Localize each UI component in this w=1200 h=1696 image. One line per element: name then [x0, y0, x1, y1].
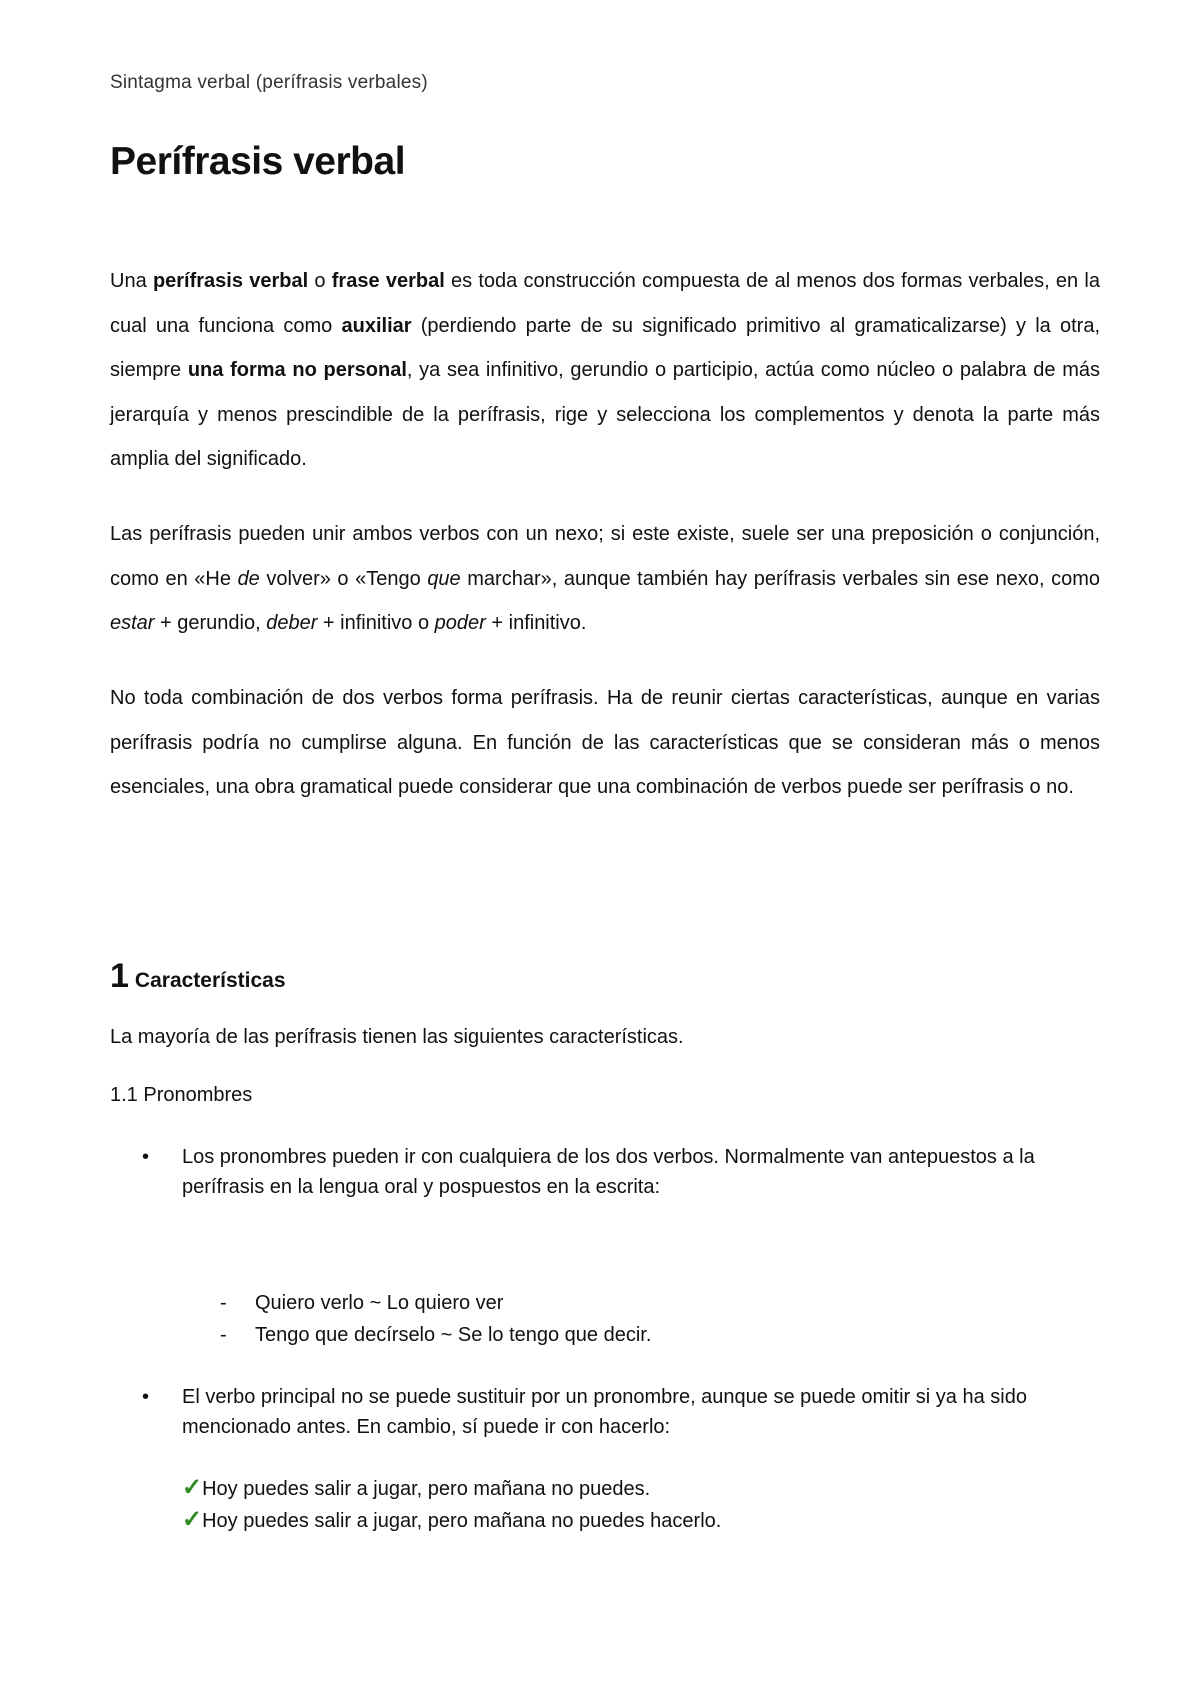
section-intro: La mayoría de las perífrasis tienen las siguientes características. [110, 1026, 684, 1048]
text-run: Una [110, 270, 153, 292]
italic-term: estar [110, 612, 155, 634]
dash-icon: - [220, 1292, 227, 1314]
italic-term: de [237, 567, 260, 590]
bullet-dot-icon: • [142, 1386, 150, 1408]
text-run: marchar», aunque también hay perífrasis verbales sin ese nexo, como [460, 567, 1101, 590]
text-run: , ya sea infinitivo, gerundio o participio, actúa como núcleo o palabra de más jerarquía y menos prescindible de la perífrasis, rige y selecciona los complementos y denota la parte más amplia del significado. [110, 359, 1100, 470]
bold-term: auxiliar [341, 314, 412, 337]
text-run: Las perífrasis pueden unir ambos verbos con un nexo; si este existe, suele ser una preposición o conjunción, como en «He [110, 523, 1100, 590]
text-run: + infinitivo o [317, 612, 435, 634]
bullet-item [110, 1382, 1100, 1442]
example-text: Hoy puedes salir a jugar, pero mañana no puedes hacerlo. [202, 1510, 722, 1532]
bullet-text: El verbo principal no se puede sustituir por un pronombre, aunque se puede omitir si ya ha sido mencionado antes. En cambio, sí puede ir con hacerlo: [182, 1386, 1027, 1438]
example-text: Hoy puedes salir a jugar, pero mañana no puedes. [202, 1478, 651, 1500]
bullet-dot-icon: • [142, 1146, 150, 1168]
page-title: Perífrasis verbal [110, 140, 406, 183]
paragraph-definition [110, 259, 1100, 482]
checkmark-icon: ✓ [182, 1474, 203, 1501]
italic-term: poder [434, 612, 486, 634]
text-run: + infinitivo. [485, 612, 587, 634]
bullet-text: Los pronombres pueden ir con cualquiera de los dos verbos. Normalmente van antepuestos a la perífrasis en la lengua oral y pospuestos en la escrita: [182, 1146, 1035, 1198]
section-title: Características [134, 969, 286, 992]
text-run: o [308, 270, 332, 292]
bullet-item [110, 1142, 1100, 1202]
text-run: (perdiendo parte de su significado primitivo al gramaticalizarse) y la otra, siempre [110, 314, 1101, 381]
italic-term: deber [266, 612, 318, 634]
text-run: + gerundio, [154, 612, 267, 634]
subsection-heading: 1.1 Pronombres [110, 1084, 253, 1106]
list-item [182, 1472, 721, 1504]
example-text: Tengo que decírselo ~ Se lo tengo que decir. [255, 1324, 652, 1346]
italic-term: que [427, 567, 461, 590]
bold-term: una forma no personal [187, 359, 407, 381]
example-text: Quiero verlo ~ Lo quiero ver [255, 1292, 504, 1314]
list-item [182, 1504, 721, 1536]
text-run: volver» o «Tengo [259, 567, 428, 590]
section-heading [110, 957, 286, 996]
paragraph-combinations: No toda combinación de dos verbos forma perífrasis. Ha de reunir ciertas características, aunque en varias perífrasis podría no cumplirse alguna. En función de las características que se consideran más o menos esenciales, una obra gramatical puede considerar que una combinación de verbos puede ser perífrasis o no. [110, 687, 1100, 798]
section-number: 1 [110, 957, 129, 995]
dash-icon: - [220, 1324, 227, 1346]
bold-term: perífrasis verbal [152, 270, 309, 292]
bold-term: frase verbal [331, 270, 445, 292]
running-header: Sintagma verbal (perífrasis verbales) [110, 72, 428, 93]
checkmark-icon: ✓ [182, 1506, 203, 1533]
paragraph-nexo [110, 512, 1100, 646]
text-run: es toda construcción compuesta de al menos dos formas verbales, en la cual una funciona como [110, 270, 1100, 337]
check-example-list [182, 1472, 721, 1536]
